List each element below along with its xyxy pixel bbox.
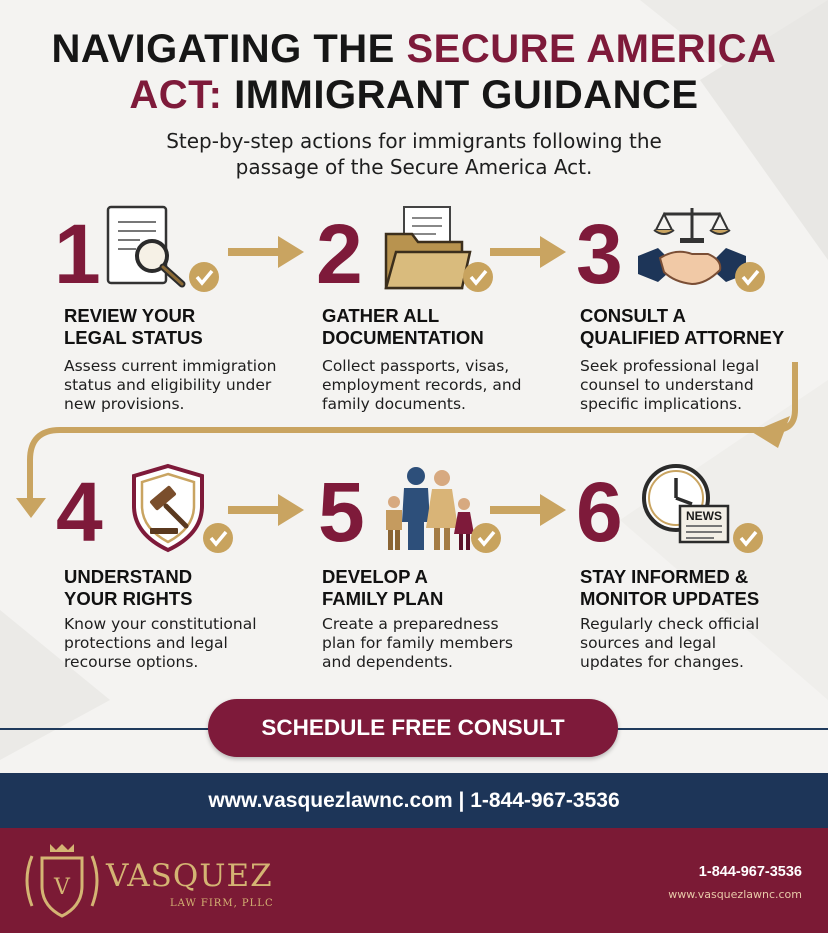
step-title bbox=[322, 566, 443, 610]
step-title-line: QUALIFIED ATTORNEY bbox=[580, 327, 785, 348]
brand-subtitle: LAW FIRM, PLLC bbox=[170, 898, 274, 909]
brand-name: VASQUEZ bbox=[106, 858, 273, 894]
step-description-line: specific implications. bbox=[580, 395, 743, 413]
step-description-line: employment records, and bbox=[322, 376, 522, 394]
step-description-line: Create a preparedness bbox=[322, 615, 499, 633]
step-description bbox=[322, 615, 513, 672]
title-accent: SECURE AMERICA bbox=[406, 27, 777, 71]
step-description-line: Collect passports, visas, bbox=[322, 357, 510, 375]
step-title-line: STAY INFORMED & bbox=[580, 566, 749, 587]
scales-handshake-icon bbox=[636, 204, 766, 294]
contact-band[interactable]: www.vasquezlawnc.com | 1-844-967-3536 bbox=[0, 773, 828, 828]
svg-text:V: V bbox=[54, 875, 70, 900]
step-number: 6 bbox=[576, 465, 623, 559]
step-title bbox=[322, 305, 484, 349]
step-description-line: Regularly check official bbox=[580, 615, 760, 633]
step-description-line: and dependents. bbox=[322, 653, 453, 671]
subtitle-line: Step-by-step actions for immigrants following the bbox=[166, 129, 662, 153]
step-description-line: Assess current immigration bbox=[64, 357, 277, 375]
step-description bbox=[580, 615, 759, 672]
step-title-line: UNDERSTAND bbox=[64, 566, 193, 587]
footer-phone[interactable]: 1-844-967-3536 bbox=[698, 864, 802, 880]
folder-icon bbox=[382, 204, 502, 294]
clock-news-icon bbox=[640, 462, 770, 557]
law-firm-logo-icon bbox=[20, 836, 104, 926]
step-title-line: FAMILY PLAN bbox=[322, 588, 444, 609]
page-title bbox=[0, 26, 828, 118]
step-description-line: plan for family members bbox=[322, 634, 513, 652]
step-description-line: status and eligibility under bbox=[64, 376, 272, 394]
arrow-right-icon bbox=[226, 232, 306, 272]
step-description-line: family documents. bbox=[322, 395, 466, 413]
step-title-line: YOUR RIGHTS bbox=[64, 588, 193, 609]
footer-url[interactable]: www.vasquezlawnc.com bbox=[668, 888, 802, 901]
step-number: 2 bbox=[316, 207, 363, 301]
title-text: IMMIGRANT GUIDANCE bbox=[222, 73, 699, 117]
step-number: 3 bbox=[576, 207, 623, 301]
step-title-line: REVIEW YOUR bbox=[64, 305, 196, 326]
step-number: 1 bbox=[54, 207, 101, 301]
step-description-line: counsel to understand bbox=[580, 376, 754, 394]
family-icon bbox=[380, 462, 510, 557]
step-title bbox=[580, 305, 784, 349]
step-number: 5 bbox=[318, 465, 365, 559]
shield-gavel-icon bbox=[128, 462, 248, 557]
step-title bbox=[580, 566, 759, 610]
title-text: NAVIGATING THE bbox=[51, 27, 407, 71]
step-title-line: CONSULT A bbox=[580, 305, 686, 326]
footer bbox=[0, 828, 828, 933]
step-title-line: LEGAL STATUS bbox=[64, 327, 203, 348]
step-title-line: DEVELOP A bbox=[322, 566, 428, 587]
step-description-line: recourse options. bbox=[64, 653, 199, 671]
subtitle-line: passage of the Secure America Act. bbox=[235, 155, 593, 179]
step-description bbox=[322, 357, 522, 414]
document-search-icon bbox=[100, 204, 220, 294]
subtitle bbox=[0, 128, 828, 180]
step-title bbox=[64, 566, 192, 610]
step-title bbox=[64, 305, 203, 349]
step-description-line: protections and legal bbox=[64, 634, 228, 652]
step-description-line: new provisions. bbox=[64, 395, 185, 413]
step-title-line: GATHER ALL bbox=[322, 305, 440, 326]
step-description-line: sources and legal bbox=[580, 634, 717, 652]
step-number: 4 bbox=[56, 465, 103, 559]
step-title-line: DOCUMENTATION bbox=[322, 327, 484, 348]
step-title-line: MONITOR UPDATES bbox=[580, 588, 760, 609]
title-accent: ACT: bbox=[129, 73, 223, 117]
step-description bbox=[64, 615, 257, 672]
schedule-consult-button[interactable]: SCHEDULE FREE CONSULT bbox=[208, 699, 618, 757]
step-description-line: Seek professional legal bbox=[580, 357, 760, 375]
news-label: NEWS bbox=[686, 509, 722, 523]
step-description-line: Know your constitutional bbox=[64, 615, 257, 633]
step-description bbox=[64, 357, 276, 414]
step-description-line: updates for changes. bbox=[580, 653, 744, 671]
step-description bbox=[580, 357, 759, 414]
